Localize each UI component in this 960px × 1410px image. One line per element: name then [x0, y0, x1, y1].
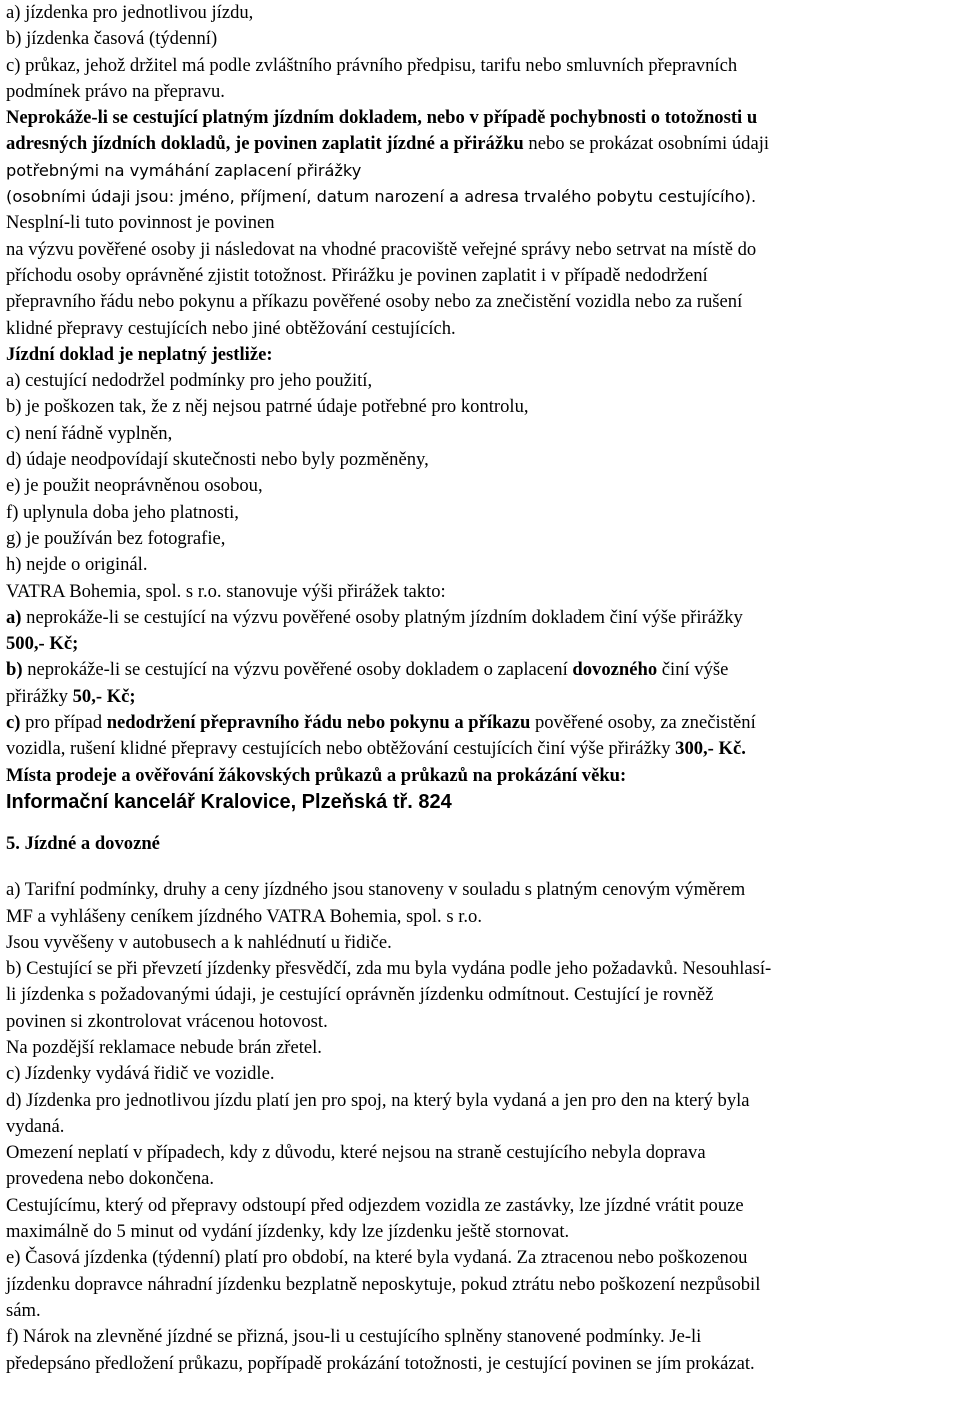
paragraph-line: jízdenku dopravce náhradní jízdenku bezplatně neposkytuje, pokud ztrátu nebo poškození nezpůsobil: [6, 1273, 761, 1295]
invalid-conditions-list: [6, 368, 948, 578]
item-label: b): [6, 659, 23, 681]
paragraph-line: MF a vyhlášeny ceníkem jízdného VATRA Bohemia, spol. s r.o.: [6, 905, 482, 927]
surcharge-item-a: [6, 605, 948, 631]
section-heading: Jízdní doklad je neplatný jestliže:: [6, 343, 273, 365]
surcharge-item-c: [6, 710, 948, 736]
office-address: Informační kancelář Kralovice, Plzeňská tř. 824: [6, 790, 452, 813]
paragraph-line: li jízdenka s požadovanými údaji, je cestující oprávněn jízdenku odmítnout. Cestující je rovněž: [6, 984, 714, 1006]
list-item: b) jízdenka časová (týdenní): [6, 28, 218, 50]
surcharge-item-c-cont: [6, 736, 948, 762]
paragraph-line: Nesplní-li tuto povinnost je povinen: [6, 212, 275, 234]
list-item: b) je poškozen tak, že z něj nejsou patrné údaje potřebné pro kontrolu,: [6, 396, 529, 418]
paragraph-line: potřebnými na vymáhání zaplacení přirážky: [6, 160, 362, 180]
surcharge-item-b: [6, 657, 948, 683]
list-item: podmínek právo na přepravu.: [6, 80, 225, 102]
surcharge-amount: 300,- Kč.: [675, 738, 746, 760]
paragraph-line: povinen si zkontrolovat vrácenou hotovost.: [6, 1010, 328, 1032]
paragraph-line: e) Časová jízdenka (týdenní) platí pro období, na které byla vydaná. Za ztracenou nebo poškozenou: [6, 1247, 748, 1269]
paragraph-line: c) Jízdenky vydává řidič ve vozidle.: [6, 1063, 275, 1085]
item-label: c): [6, 712, 21, 734]
text: činí výše: [657, 659, 729, 681]
list-item: a) cestující nedodržel podmínky pro jeho použití,: [6, 370, 373, 392]
list-item: e) je použit neoprávněnou osobou,: [6, 475, 263, 497]
paragraph-line: Omezení neplatí v případech, kdy z důvodu, které nejsou na straně cestujícího nebyla doprava: [6, 1142, 706, 1164]
list-item: h) nejde o originál.: [6, 554, 148, 576]
bold-text: adresných jízdních dokladů, je povinen zaplatit jízdné a přirážku: [6, 133, 524, 155]
paragraph-line: klidné přepravy cestujících nebo jiné obtěžování cestujících.: [6, 317, 456, 339]
list-item: f) uplynula doba jeho platnosti,: [6, 501, 239, 523]
text: vozidla, rušení klidné přepravy cestujících nebo obtěžování cestujících činí výše přirážky: [6, 738, 676, 760]
surcharge-amount: 500,- Kč;: [6, 633, 79, 655]
text: pro případ: [20, 712, 107, 734]
paragraph-line: (osobními údaji jsou: jméno, příjmení, datum narození a adresa trvalého pobytu cestujícího).: [6, 187, 757, 207]
surcharge-amount: 50,- Kč;: [72, 685, 136, 707]
list-item: a) jízdenka pro jednotlivou jízdu,: [6, 2, 254, 23]
paragraph-line: přepravního řádu nebo pokynu a příkazu pověřené osoby nebo za znečistění vozidla nebo za rušení: [6, 291, 743, 313]
section-5-body: [6, 877, 948, 1377]
paragraph-line: Jsou vyvěšeny v autobusech a k nahlédnutí u řidiče.: [6, 931, 392, 953]
paragraph-line: Na pozdější reklamace nebude brán zřetel.: [6, 1036, 322, 1058]
surcharge-intro: VATRA Bohemia, spol. s r.o. stanovuje výši přirážek takto:: [6, 580, 446, 602]
paragraph-line: maximálně do 5 minut od vydání jízdenky, kdy lze jízdenku ještě stornovat.: [6, 1221, 570, 1243]
paragraph-line: příchodu osoby oprávněné zjistit totožnost. Přirážku je povinen zaplatit i v případě nedodržení: [6, 264, 708, 286]
paragraph-line: vydaná.: [6, 1115, 65, 1137]
paragraph-line: f) Nárok na zlevněné jízdné se přizná, jsou-li u cestujícího splněny stanovené podmínky. Je-li: [6, 1326, 702, 1348]
bold-text: nedodržení přepravního řádu nebo pokynu a příkazu: [106, 712, 531, 734]
text: neprokáže-li se cestující na výzvu pověřené osoby platným jízdním dokladem činí výše přirážky: [21, 606, 743, 628]
list-item: c) není řádně vyplněn,: [6, 422, 173, 444]
paragraph-line: provedena nebo dokončena.: [6, 1168, 215, 1190]
paragraph-line: na výzvu pověřené osoby ji následovat na vhodné pracoviště veřejné správy nebo setrvat na místě do: [6, 238, 757, 260]
text: přirážky: [6, 685, 73, 707]
sales-places-heading: Místa prodeje a ověřování žákovských průkazů a průkazů na prokázání věku:: [6, 764, 627, 786]
list-item: d) údaje neodpovídají skutečnosti nebo byly pozměněny,: [6, 449, 429, 471]
paragraph-line: sám.: [6, 1299, 41, 1321]
item-label: a): [6, 606, 22, 628]
paragraph-line: d) Jízdenka pro jednotlivou jízdu platí jen pro spoj, na který byla vydaná a jen pro den na který byla: [6, 1089, 750, 1111]
list-item: g) je používán bez fotografie,: [6, 527, 226, 549]
bold-text: dovozného: [572, 659, 658, 681]
paragraph-line: Neprokáže-li se cestující platným jízdním dokladem, nebo v případě pochybnosti o totožnosti u: [6, 107, 758, 129]
surcharge-item-b-cont: [6, 684, 948, 710]
paragraph-line: [6, 131, 948, 157]
section-title: 5. Jízdné a dovozné: [6, 832, 160, 854]
paragraph-line: předepsáno předložení průkazu, popřípadě prokázání totožnosti, je cestující povinen se jím prokázat.: [6, 1352, 755, 1374]
text: pověřené osoby, za znečistění: [530, 712, 756, 734]
text: nebo se prokázat osobními údaji: [523, 133, 770, 155]
text: neprokáže-li se cestující na výzvu pověřené osoby dokladem o zaplacení: [22, 659, 573, 681]
paragraph-line: b) Cestující se při převzetí jízdenky přesvědčí, zda mu byla vydána podle jeho požadavků. Nesouhlasí-: [6, 958, 772, 980]
paragraph-line: a) Tarifní podmínky, druhy a ceny jízdného jsou stanoveny v souladu s platným cenovým výměrem: [6, 879, 746, 901]
paragraph-line: Cestujícímu, který od přepravy odstoupí před odjezdem vozidla ze zastávky, lze jízdné vrátit pouze: [6, 1194, 744, 1216]
list-item: c) průkaz, jehož držitel má podle zvláštního právního předpisu, tarifu nebo smluvních přepravních: [6, 54, 738, 76]
